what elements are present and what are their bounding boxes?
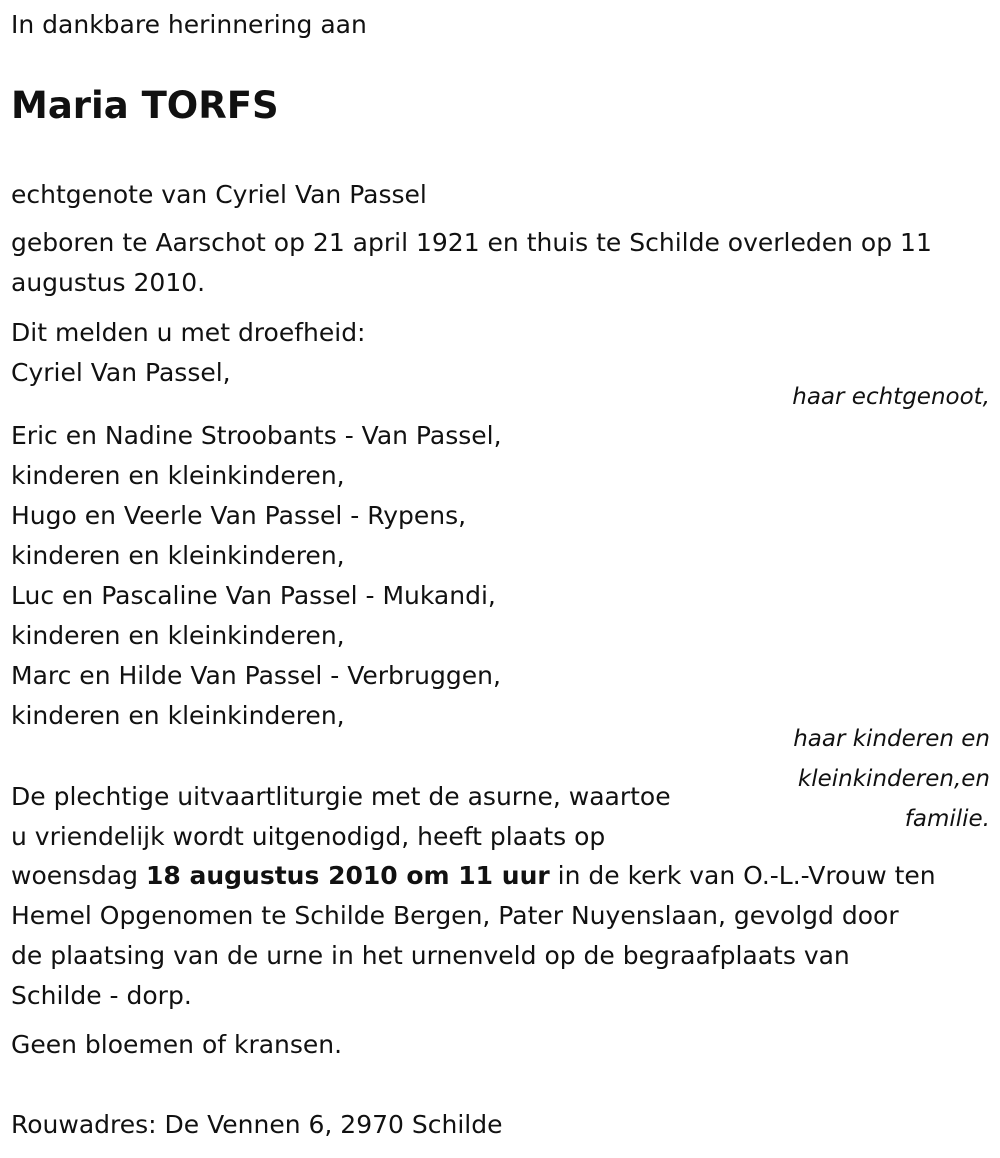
- husband-role: haar echtgenoot,: [792, 384, 990, 410]
- birth-death-line-2: augustus 2010.: [11, 268, 206, 297]
- mourning-address: Rouwadres: De Vennen 6, 2970 Schilde: [11, 1110, 503, 1139]
- family-line: kinderen en kleinkinderen,: [11, 621, 345, 650]
- spouse-line: echtgenote van Cyriel Van Passel: [11, 180, 427, 209]
- husband-name: Cyriel Van Passel,: [11, 358, 231, 387]
- ceremony-line-1: De plechtige uitvaartliturgie met de asurne, waartoe: [11, 782, 671, 811]
- ceremony-location: in de kerk van O.-L.-Vrouw ten: [549, 861, 936, 890]
- family-line: Luc en Pascaline Van Passel - Mukandi,: [11, 581, 496, 610]
- family-line: Hugo en Veerle Van Passel - Rypens,: [11, 501, 467, 530]
- ceremony-line-3: [11, 861, 936, 891]
- announcement-intro: Dit melden u met droefheid:: [11, 318, 366, 347]
- family-line: Eric en Nadine Stroobants - Van Passel,: [11, 421, 502, 450]
- family-role-line: kleinkinderen,en: [797, 766, 990, 792]
- ceremony-line-5: de plaatsing van de urne in het urnenveld op de begraafplaats van: [11, 941, 850, 970]
- intro-text: In dankbare herinnering aan: [11, 10, 367, 39]
- ceremony-date-time: 18 augustus 2010 om 11 uur: [146, 861, 550, 890]
- birth-death-line-1: geboren te Aarschot op 21 april 1921 en thuis te Schilde overleden op 11: [11, 228, 932, 257]
- family-role-line: haar kinderen en: [793, 726, 990, 752]
- family-line: Marc en Hilde Van Passel - Verbruggen,: [11, 661, 501, 690]
- family-line: kinderen en kleinkinderen,: [11, 461, 345, 490]
- family-role-line: familie.: [904, 806, 990, 832]
- ceremony-line-6: Schilde - dorp.: [11, 981, 192, 1010]
- ceremony-line-4: Hemel Opgenomen te Schilde Bergen, Pater Nuyenslaan, gevolgd door: [11, 901, 899, 930]
- ceremony-weekday: woensdag: [11, 861, 146, 890]
- ceremony-line-2: u vriendelijk wordt uitgenodigd, heeft plaats op: [11, 822, 606, 851]
- family-line: kinderen en kleinkinderen,: [11, 701, 345, 730]
- deceased-name: Maria TORFS: [11, 84, 279, 127]
- flowers-note: Geen bloemen of kransen.: [11, 1030, 343, 1059]
- family-line: kinderen en kleinkinderen,: [11, 541, 345, 570]
